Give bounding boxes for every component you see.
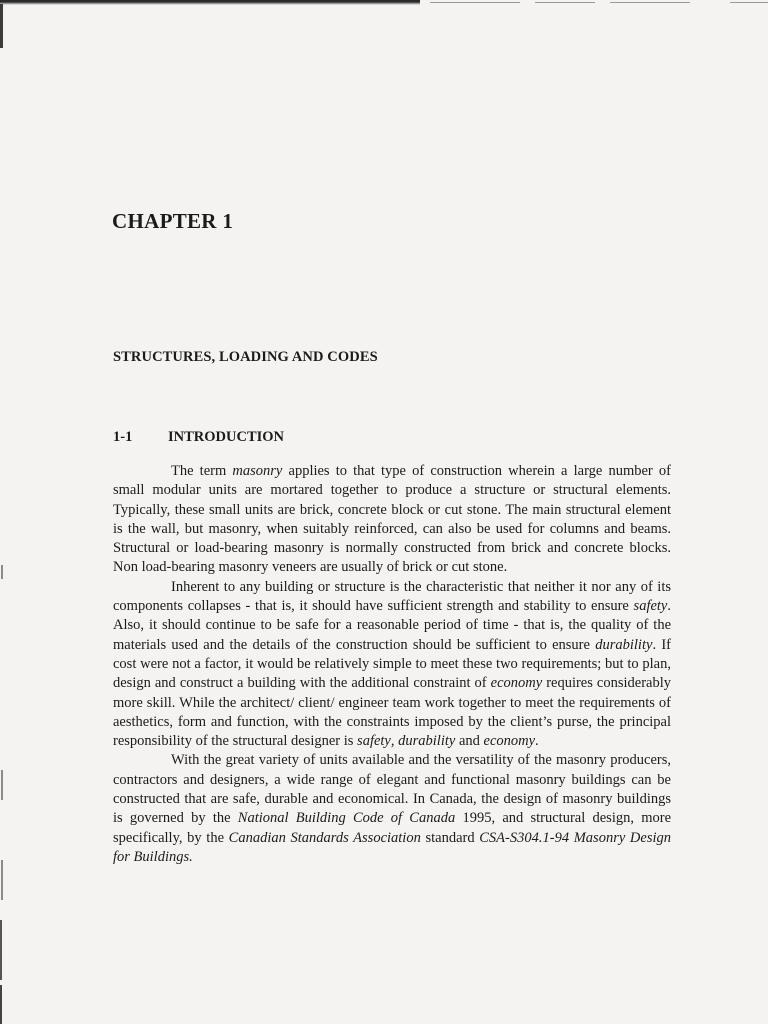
scan-edge-line bbox=[610, 2, 690, 3]
text-run: . Also, it should continue to be safe for a reasonable period of time - that is, the quality of the materials used and the details of the construction should be sufficient to ensure bbox=[113, 598, 671, 653]
emphasis-text: economy bbox=[490, 675, 543, 692]
paragraph bbox=[113, 751, 671, 867]
text-run: , bbox=[390, 733, 399, 750]
body-text bbox=[113, 462, 671, 867]
text-run: standard bbox=[420, 829, 480, 846]
scan-edge-line bbox=[730, 2, 768, 3]
scan-edge-left bbox=[0, 985, 2, 1024]
text-run: 1995, and structural design, more specifically, by the bbox=[113, 810, 671, 846]
scan-edge-left bbox=[0, 4, 3, 48]
text-run: applies to that type of construction wherein a large number of small modular units are mortared together to produce a structure or structural elements. Typically, these small units are brick, concrete block or cut stone. The main structural element is the wall, but masonry, when suitably reinforced, can also be used for columns and beams. Structural or load-bearing masonry is normally constructed from brick and concrete blocks. Non load-bearing masonry veneers are usually of brick or cut stone. bbox=[113, 463, 671, 576]
emphasis-text: safety bbox=[633, 598, 668, 615]
emphasis-text: durability bbox=[398, 733, 456, 750]
scan-edge-line bbox=[535, 2, 595, 3]
chapter-heading: CHAPTER 1 bbox=[112, 209, 234, 233]
emphasis-text: safety bbox=[357, 733, 391, 750]
emphasis-text: Canadian Standards Association bbox=[228, 829, 421, 846]
emphasis-text: National Building Code of Canada bbox=[237, 810, 456, 827]
paragraph bbox=[113, 578, 671, 752]
text-run: . bbox=[535, 733, 539, 750]
section-title: INTRODUCTION bbox=[168, 429, 285, 445]
text-run: Inherent to any building or structure is the characteristic that neither it nor any of its components collapses - that is, it should have sufficient strength and stability to ensure bbox=[113, 578, 671, 615]
text-run: With the great variety of units available and the versatility of the masonry producers, contractors and designers, a wide range of elegant and functional masonry buildings can be constructed that are safe, durable and economical. In Canada, the design of masonry buildings is governed by the bbox=[113, 752, 671, 827]
scan-edge-left bbox=[1, 565, 3, 579]
scan-edge-top bbox=[0, 0, 420, 5]
scan-edge-left bbox=[1, 770, 3, 800]
emphasis-text: durability bbox=[595, 636, 653, 653]
emphasis-text: economy bbox=[483, 733, 536, 750]
scan-edge-line bbox=[430, 2, 520, 3]
emphasis-text: CSA-S304.1-94 Masonry Design for Buildings. bbox=[113, 829, 671, 865]
scan-edge-left bbox=[0, 920, 2, 980]
text-run: requires considerably more skill. While the architect/ client/ engineer team work together to meet the requirements of aesthetics, form and function, with the constraints imposed by the client’s purse, the principal responsibility of the structural designer is bbox=[113, 675, 671, 750]
chapter-title: STRUCTURES, LOADING AND CODES bbox=[113, 349, 378, 365]
text-run: The term bbox=[171, 463, 233, 479]
emphasis-text: masonry bbox=[232, 463, 283, 479]
text-run: . If cost were not a factor, it would be relatively simple to meet these two requirements; but to plan, design and construct a building with the additional constraint of bbox=[113, 636, 671, 692]
scan-edge-left bbox=[1, 860, 3, 900]
section-heading bbox=[113, 427, 284, 447]
paragraph bbox=[113, 462, 671, 578]
text-run: and bbox=[455, 733, 484, 750]
section-number: 1-1 bbox=[113, 429, 133, 445]
